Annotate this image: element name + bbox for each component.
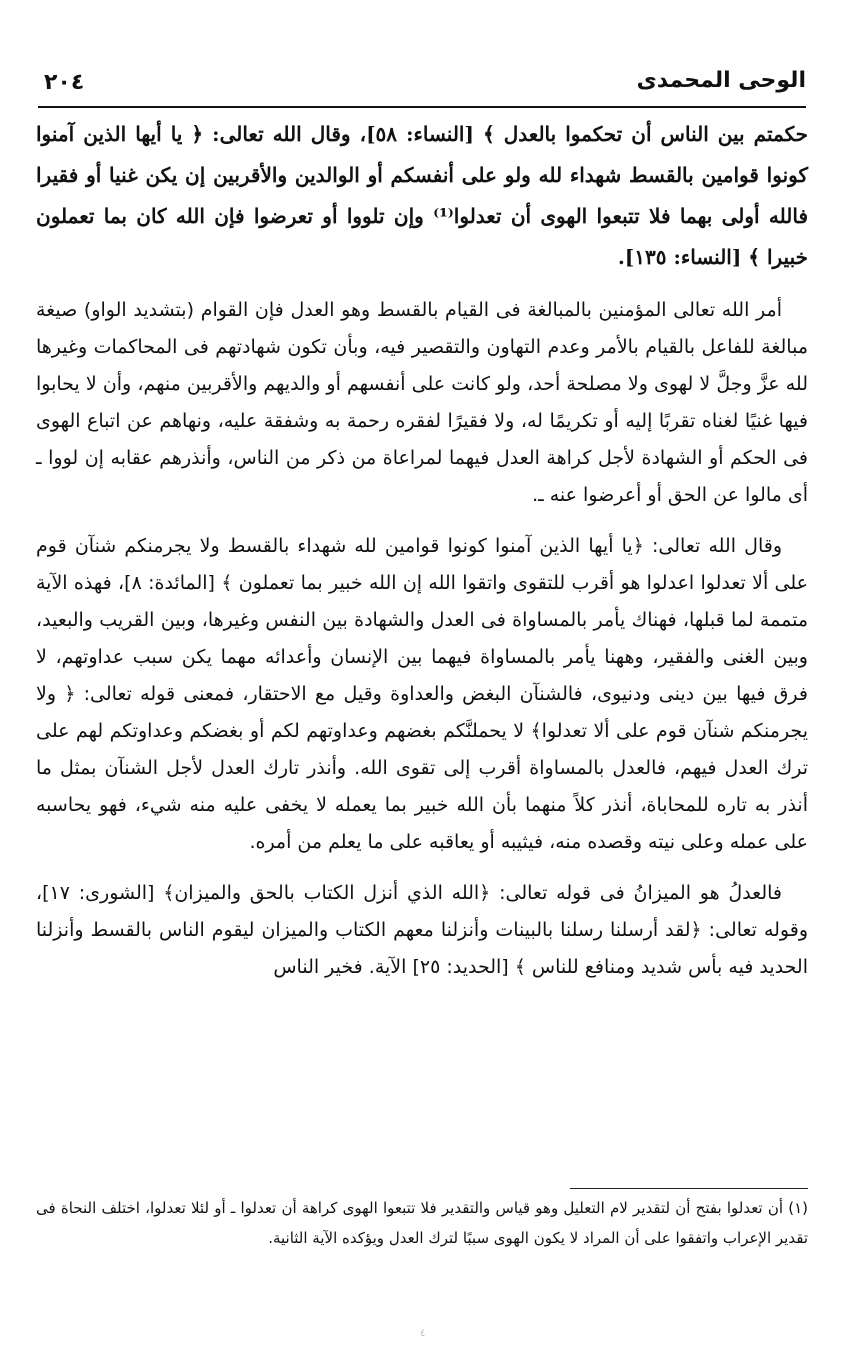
page-header (38, 68, 806, 104)
paragraph-commentary: أمر الله تعالى المؤمنين بالمبالغة فى القيام بالقسط وهو العدل فإن القوام (بتشديد الواو) صيغة مبالغة للفاعل بالقيام بالأمر وعدم التهاون والتقصير فيه، وبأن تكون شهادتهم فى المحاكمات وغيرها لله عزَّ وجلَّ لا لهوى ولا مصلحة أحد، ولو كانت على أنفسهم أو والديهم والأقربين منهم، وأن لا يحابوا فيها غنيًا لغناه تقربًا إليه أو تكريمًا له، ولا فقيرًا لفقره رحمة به وشفقة عليه، ونهاهم عن اتباع الهوى فى الحكم أو الشهادة لأجل كراهة العدل فيهما لمراعاة من ذكر من الناس، وأنذرهم عقابه إن لووا ـ أى مالوا عن الحق أو أعرضوا عنه ـ. (36, 299, 808, 506)
margin-mark: ٤ (420, 1328, 426, 1339)
running-title: الوحى المحمدى (636, 68, 806, 93)
main-text (36, 114, 808, 1000)
footnote: (١) أن تعدلوا بفتح أن لتقدير لام التعليل وهو قياس والتقدير فلا تتبعوا الهوى كراهة أن تعدلوا ـ أو لئلا تعدلوا، اختلف النحاة فى تقدير الإعراب واتفقوا على أن المراد لا يكون الهوى سببًا لترك العدل ويؤكده الآية الثانية. (36, 1199, 808, 1247)
paragraph-maidah: وقال الله تعالى: ﴿يا أيها الذين آمنوا كونوا قوامين لله شهداء بالقسط ولا يجرمنكم شنآن قوم على ألا تعدلوا اعدلوا هو أقرب للتقوى واتقوا الله إن الله خبير بما تعملون ﴾ [المائدة: ٨]، فهذه الآية متممة لما قبلها، فهناك يأمر بالمساواة فى العدل والشهادة بين النفس وغيرها، وبين القريب والبعيد، وبين الغنى والفقير، وههنا يأمر بالمساواة فيهما بين الإنسان وأعدائه مهما يكن سبب عداوتهم، لا فرق فيها بين دينى ودنيوى، فالشنآن البغض والعداوة وقيل مع الاحتقار، فمعنى قوله تعالى: ﴿ ولا يجرمنكم شنآن قوم على ألا تعدلوا﴾ لا يحملنَّكم بغضهم وعداوتهم لكم أو بغضكم وعداوتكم لهم على ترك العدل فيهم، فالعدل بالمساواة أقرب إلى تقوى الله. وأنذر تارك العدل لأجل الشنآن بمثل ما أنذر به تاره للمحاباة، أنذر كلاً منهما بأن الله خبير بما يعمله لا يخفى عليه منه شيء، فهو يحاسبه على عمله وعلى نيته وقصده منه، فيثيبه أو يعاقبه على ما يعلم من أمره. (36, 535, 809, 853)
header-rule (38, 106, 806, 108)
footnote-rule (570, 1188, 808, 1189)
page-number: ٢٠٤ (44, 70, 85, 95)
paragraph-verse-quran: حكمتم بين الناس أن تحكموا بالعدل ﴾ [النساء: ٥٨]، وقال الله تعالى: ﴿ يا أيها الذين آمنوا كونوا قوامين بالقسط شهداء لله ولو على أنفسكم أو الوالدين والأقربين إن يكن غنيا أو فقيرا فالله أولى بهما فلا تتبعوا الهوى أن تعدلوا⁽¹⁾ وإن تلووا أو تعرضوا فإن الله كان بما تعملون خبيرا ﴾ [النساء: ١٣٥]. (36, 122, 809, 269)
paragraph-mizan: فالعدلُ هو الميزانُ فى قوله تعالى: ﴿الله الذي أنزل الكتاب بالحق والميزان﴾ [الشورى: ١٧]، وقوله تعالى: ﴿لقد أرسلنا رسلنا بالبينات وأنزلنا معهم الكتاب والميزان ليقوم الناس بالقسط وأنزلنا الحديد فيه بأس شديد ومنافع للناس ﴾ [الحديد: ٢٥] الآية. فخير الناس (36, 882, 808, 978)
